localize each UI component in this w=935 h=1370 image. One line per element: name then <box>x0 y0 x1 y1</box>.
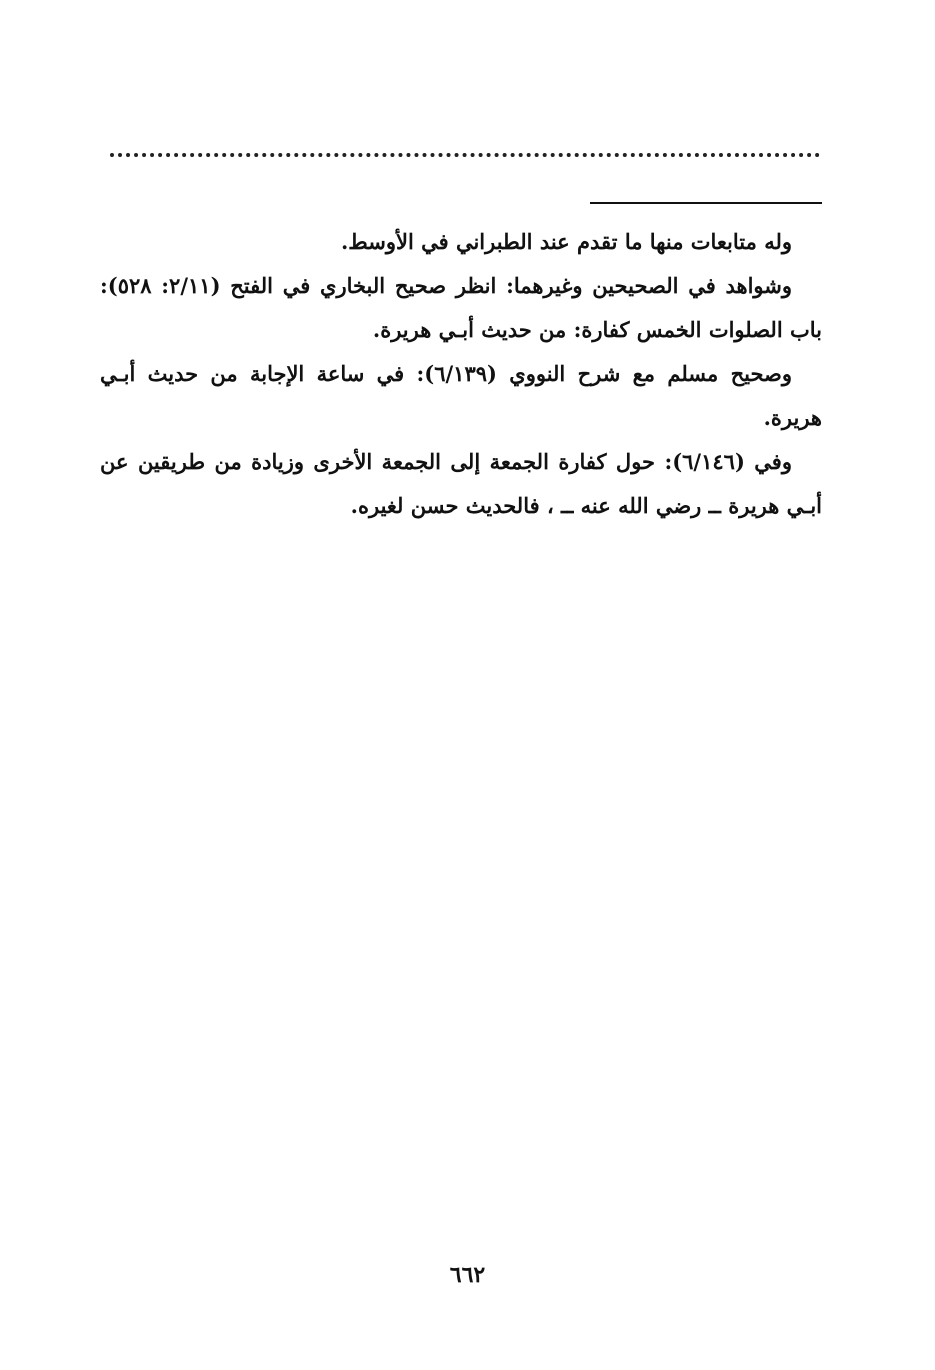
footnotes-block <box>100 220 822 528</box>
footnote-paragraph: وصحيح مسلم مع شرح النووي (٦/١٣٩): في ساعة الإجابة من حديث أبـي هريرة. <box>100 361 822 430</box>
dotted-separator <box>110 153 820 157</box>
footnote-paragraph: وشواهد في الصحيحين وغيرهما: انظر صحيح البخاري في الفتح (٢/١١: ٥٢٨): باب الصلوات الخمس كفارة: من حديث أبـي هريرة. <box>100 273 822 342</box>
page-number: ٦٦٢ <box>449 1262 486 1288</box>
footnote-paragraph: وله متابعات منها ما تقدم عند الطبراني في الأوسط. <box>340 229 792 254</box>
footnote-paragraph: وفي (٦/١٤٦): حول كفارة الجمعة إلى الجمعة الأخرى وزيادة من طريقين عن أبـي هريرة ــ رضي الله عنه ــ ، فالحديث حسن لغيره. <box>100 449 822 518</box>
footnote-separator-line <box>590 202 822 204</box>
